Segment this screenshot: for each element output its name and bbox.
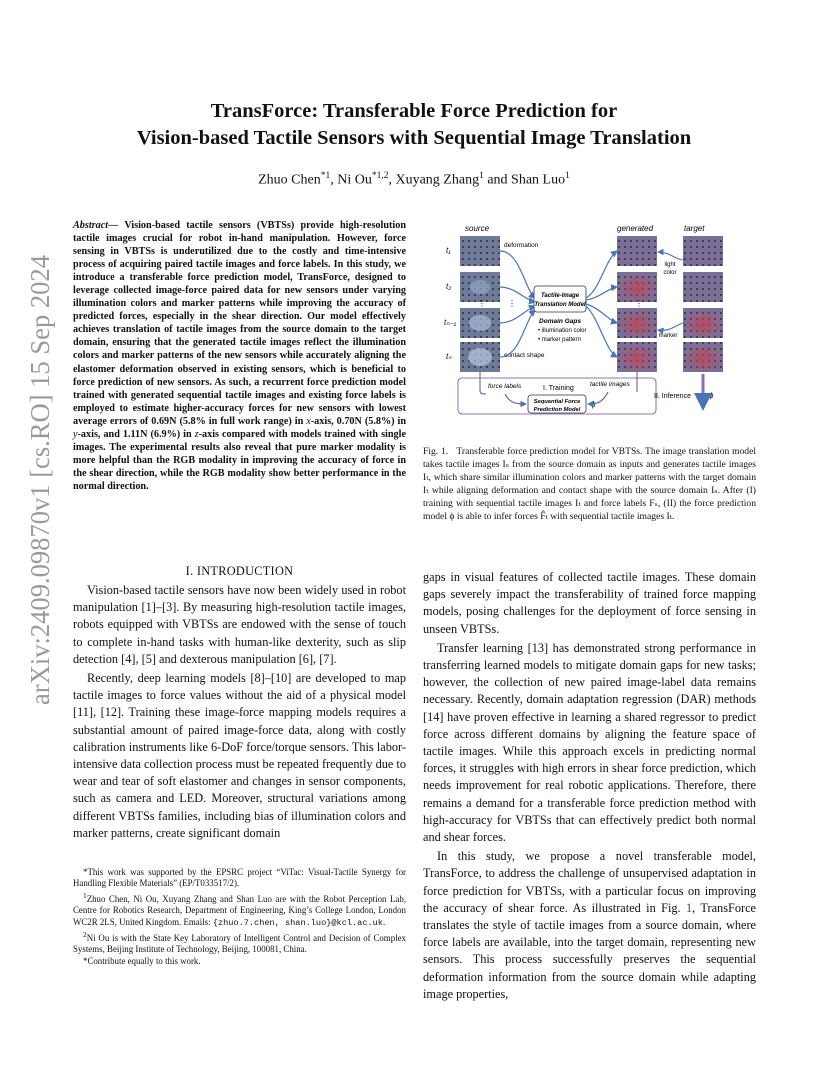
time-label-t2: t₂ [446,282,452,291]
axis-x: x [306,415,311,427]
author-separator: and [483,172,512,188]
abstract-text-1: — Vision-based tactile sensors (VBTSs) provide high-resolution tactile images crucial for robot in-hand manipulation. However, force sensing in VBTSs is underutilized due to the costly and time-intensive process of acquiring paired tactile images and force labels. In this study, we introduce a transferable force prediction model, TransForce, designed to leverage collected image-force paired data for new sensors under varying illumination colors and marker patterns while improving the accuracy of predicted forces, especially in the shear direction. Our model effectively achieves translation of tactile images from the source domain to the target domain, ensuring that the generated tactile images reflect the illumination colors and marker patterns of the new sensors while accurately aligning the elastomer deformation observed in existing sensors, which is beneficial to force prediction of new sensors. As such, a recurrent force prediction model trained with generated sequential tactile images and existing force labels is employed to estimate higher-accuracy forces for new sensors with lowest average errors of 0.69N (5.8% in full work range) in [73,220,406,427]
title-line-1: TransForce: Transferable Force Prediction for [210,100,618,122]
label-light-color: light [664,262,676,268]
caption-label: Fig. 1. [423,446,449,457]
footnote-end: . [382,916,386,927]
author-separator: , [330,172,338,188]
phi-symbol: ϕ [709,391,714,400]
vertical-ellipsis: ⋮ [635,299,643,308]
label-light-color: color [663,270,677,276]
axis-y: y [73,428,78,440]
figure-1-diagram [430,220,748,416]
paper-title [80,98,748,152]
label-marker: marker [658,333,678,339]
label-source: source [465,224,490,233]
domain-gap-item: • marker pattern [538,337,581,343]
title-line-2: Vision-based Tactile Sensors with Sequential Image Translation [136,127,692,149]
author-list [80,171,748,189]
intro-paragraph [423,848,756,1003]
label-target: target [684,224,705,233]
footnotes [73,867,406,967]
label-tactile-images: tactile images [590,381,630,388]
model-label-line1: Tactile-Image [540,293,580,299]
figure-1 [430,220,748,416]
sfpm-label-line1: Sequential Force [533,399,581,405]
footnote-text: Zhuo Chen, Ni Ou, Xuyang Zhang and Shan Luo are with the Robot Perception Lab, Centre for Robotics Research, Department of Engineering, King’s College London, London WC2R 2LS, United Kingdom. Emails: [73,893,406,927]
label-training: I. Training [543,385,574,392]
author-affiliation: *1,2 [371,171,389,181]
arxiv-identifier [12,250,62,710]
abstract-lead: Abstract [73,220,109,231]
intro-right-column [423,569,756,1005]
time-label-tn: tₙ [446,352,452,361]
author-affiliation: *1 [320,171,331,181]
author-separator: , [388,172,396,188]
intro-paragraph: Recently, deep learning models [8]–[10] are developed to map tactile images to force values without the aid of a physical model [11], [12]. Training these image-force mapping models requires a substantial amount of paired image-force data, along with costly calibration instruments like 6-DoF force/torque sensors. This labor-intensive data collection process must be repeated frequently due to wear and tear of soft elastomer and changes in sensor components, such as camera and LED. Moreover, structural variations among different VBTSs families, including bias of illumination colors and marker patterns, create significant domain [73,671,406,840]
figure-1-caption [423,446,756,523]
abstract-text-2: -axis, 0.70N (5.8%) in [310,415,407,427]
footnote-marker: 1 [83,890,87,900]
phi-symbol: ϕ [591,400,596,409]
vertical-ellipsis: ⋮ [478,299,486,308]
intro-paragraph: Transfer learning [13] has demonstrated strong performance in transferring learned models to mitigate domain gaps for new tasks; however, the collection of new paired image-label data remains necessary. Recently, domain adaptation regression (DAR) methods [14] have proven effective in learning a shared regressor to predict force across different domains by aligning the feature space of tactile images. While this approach excels in predicting normal forces, it struggles with high errors in shear force prediction, which needs improvement for real robotic applications. Therefore, there remains a demand for a transferable force prediction method with high-accuracy for VBTSs that can effectively predict both normal and shear forces. [423,640,756,845]
footnote-email[interactable]: {zhuo.7.chen, shan.luo}@kcl.ac.uk [212,917,383,928]
label-inference: II. Inference [654,393,691,400]
translation-model-box [534,286,586,312]
arxiv-identifier-svg [12,250,62,710]
vertical-ellipsis: ⋮ [508,299,516,308]
domain-gap-item: • illumination color [538,328,587,334]
author-affiliation: 1 [479,171,484,181]
intro-paragraph: Vision-based tactile sensors have now been widely used in robot manipulation [1]–[3]. By measuring high-resolution tactile images, robots equipped with VBTSs are endowed with the sense of touch to complete in-hand tasks with human-like dexterity, such as slip detection [4], [5] and dexterous manipulation [6], [7]. [73,583,406,666]
footnote-equal-contribution: *Contribute equally to this work. [83,955,201,966]
abstract [73,219,406,493]
abstract-text-3: -axis, and 1.11N (6.9%) in [77,428,195,440]
axis-z: z [194,428,199,440]
caption-text: Transferable force prediction model for VBTSs. The image translation model takes tactile images Iₛ from the source domain as inputs and generates tactile images Iₜ, which share similar illumination colors and marker patterns with the target domain Iₜ while aligning deformation and contact shape with the source domain Iₛ. After (I) training with sequential tactile images Iₜ and force labels Fₛ, (II) the force prediction model ϕ is able to infer forces F̂ₜ with sequential tactile images Iₜ. [423,446,757,522]
footnote-marker: 2 [83,930,87,939]
domain-gaps-title: Domain Gaps [539,318,581,325]
sfpm-label-line2: Prediction Model [533,407,581,413]
author-affiliation: 1 [565,171,570,181]
time-label-t1: t₁ [446,246,451,255]
intro-left-column [73,582,406,844]
author-name: Xuyang Zhang [395,172,480,188]
abstract-text-4: -axis compared with models trained with single images. The experimental results also reveal that pure marker modality is more helpful than the RGB modality in improving the accuracy of force in the shear direction, while the RGB modality show better performance in the normal direction. [73,428,406,492]
author-name: Shan Luo [511,172,566,188]
figure-reference-link[interactable]: 1 [686,900,693,915]
time-label-tn-1: tₙ₋₁ [444,318,457,327]
label-force-labels: force labels [488,383,522,390]
footnote-text: Ni Ou is with the State Key Laboratory of Intelligent Control and Decision of Complex Systems, Beijing Institute of Technology, Beijing, 100081, China. [73,932,406,955]
footnote-funding: *This work was supported by the EPSRC project “ViTac: Visual-Tactile Synergy for Handling Flexible Materials” (EP/T033517/2). [73,867,406,889]
section-heading-introduction: I. INTRODUCTION [185,564,294,578]
label-generated: generated [617,224,654,233]
arxiv-identifier-text: arXiv:2409.09870v1 [cs.RO] 15 Sep 2024 [25,250,55,705]
intro-text: In this study, we propose a novel transferable model, TransForce, to address the challenge of unsupervised adaptation in force prediction for VBTSs, with a particular focus on improving the accuracy of shear force. As illustrated in Fig. [423,849,756,915]
label-contact-shape: contact shape [504,352,545,359]
intro-text: , TransForce translates the style of tactile images from a source domain, where force labels are available, into the target domain, representing new sensors. This process successfully preserves the sequential deformation information from the source domain while adapting image properties, [423,900,756,1001]
footnote-affiliation-2 [73,929,406,956]
intro-paragraph-continued: gaps in visual features of collected tactile images. These domain gaps severely impact the transferability of trained force mapping models, posing challenges for the deployment of force sensing in unseen VBTSs. [423,570,756,636]
label-deformation: deformation [504,242,539,249]
model-label-line2: Translation Model [534,302,586,308]
author-name: Zhuo Chen [258,172,321,188]
author-name: Ni Ou [337,172,372,188]
footnote-affiliation-1 [73,890,406,929]
target-image-stack [683,236,723,372]
